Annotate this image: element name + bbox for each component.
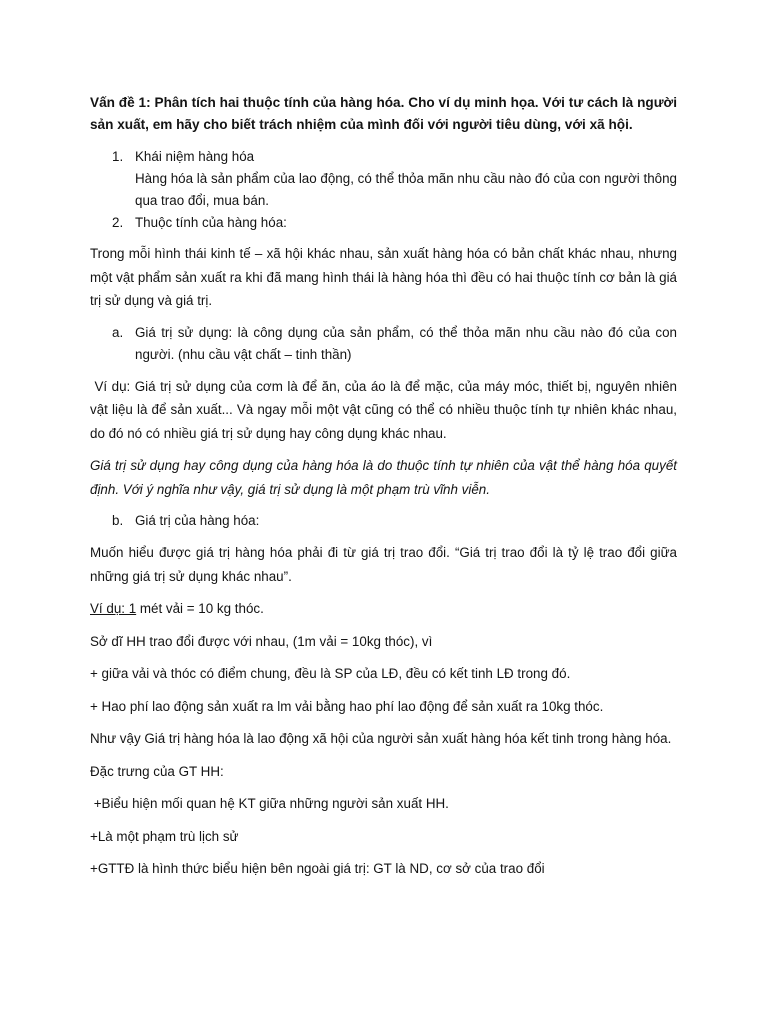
value-paragraph: Muốn hiểu được giá trị hàng hóa phải đi từ giá trị trao đổi. “Giá trị trao đổi là tỷ lệ trao đổi giữa những giá trị sử dụng khác nhau”. bbox=[90, 545, 677, 584]
document-body bbox=[90, 92, 681, 890]
list-item-title: Khái niệm hàng hóa bbox=[135, 149, 255, 164]
example-paragraph: Ví dụ: Giá trị sử dụng của cơm là để ăn, của áo là để mặc, của máy móc, thiết bị, nguyên nhiên vật liệu là để sản xuất... Và ngay mỗi một vật cũng có thể có nhiều thuộc tính tự nhiên khác nhau, do đó nó có nhiều giá trị sử dụng hay công dụng khác nhau. bbox=[90, 378, 681, 441]
list-letter: a. bbox=[112, 324, 124, 340]
list-item-text: Giá trị của hàng hóa: bbox=[135, 513, 260, 528]
list-number: 2. bbox=[112, 215, 124, 230]
list-item-body: Hàng hóa là sản phẩm của lao động, có thể thỏa mãn nhu cầu nào đó của con người thông qua trao đổi, mua bán. bbox=[135, 171, 677, 208]
intro-paragraph: Trong mỗi hình thái kinh tế – xã hội khác nhau, sản xuất hàng hóa có bản chất khác nhau, nhưng một vật phẩm sản xuất ra khi đã mang hình thái là hàng hóa thì đều có hai thuộc tính cơ bản là giá trị sử dụng và giá trị. bbox=[90, 246, 677, 308]
plus-line-1: + giữa vải và thóc có điểm chung, đều là SP của LĐ, đều có kết tinh LĐ trong đó. bbox=[90, 666, 571, 681]
feature-line-1: +Biểu hiện mối quan hệ KT giữa những người sản xuất HH. bbox=[90, 796, 449, 811]
example-line bbox=[90, 597, 677, 621]
feature-line-2: +Là một phạm trù lịch sử bbox=[90, 828, 239, 844]
list-item-2 bbox=[90, 212, 677, 234]
plus-line-2: + Hao phí lao động sản xuất ra lm vải bằng hao phí lao động để sản xuất ra 10kg thóc. bbox=[90, 698, 604, 714]
list-item-title: Thuộc tính của hàng hóa: bbox=[135, 215, 287, 230]
list-number: 1. bbox=[112, 149, 124, 164]
list-item-a bbox=[90, 322, 677, 366]
list-item-1 bbox=[90, 146, 677, 212]
italic-paragraph: Giá trị sử dụng hay công dụng của hàng hóa là do thuộc tính tự nhiên của vật thể hàng hóa quyết định. Với ý nghĩa như vậy, giá trị sử dụng là một phạm trù vĩnh viễn. bbox=[90, 458, 677, 497]
numbered-list bbox=[90, 146, 677, 234]
features-heading: Đặc trưng của GT HH: bbox=[90, 763, 224, 779]
example-text: mét vải = 10 kg thóc. bbox=[136, 601, 264, 616]
feature-line-3: +GTTĐ là hình thức biểu hiện bên ngoài giá trị: GT là ND, cơ sở của trao đổi bbox=[90, 861, 545, 876]
reason-paragraph: Sở dĩ HH trao đổi được với nhau, (1m vải = 10kg thóc), vì bbox=[90, 633, 433, 649]
conclusion-paragraph: Như vậy Giá trị hàng hóa là lao động xã hội của người sản xuất hàng hóa kết tinh trong hàng hóa. bbox=[90, 731, 672, 746]
list-item-b bbox=[90, 510, 677, 532]
example-label: Ví dụ: 1 bbox=[90, 601, 137, 616]
list-letter: b. bbox=[112, 513, 124, 528]
list-item-text: Giá trị sử dụng: là công dụng của sản phẩm, có thể thỏa mãn nhu cầu nào đó của con người. (nhu cầu vật chất – tinh thần) bbox=[135, 324, 677, 362]
section-heading: Vấn đề 1: Phân tích hai thuộc tính của hàng hóa. Cho ví dụ minh họa. Với tư cách là người sản xuất, em hãy cho biết trách nhiệm của mình đối với người tiêu dùng, với xã hội. bbox=[90, 95, 677, 132]
